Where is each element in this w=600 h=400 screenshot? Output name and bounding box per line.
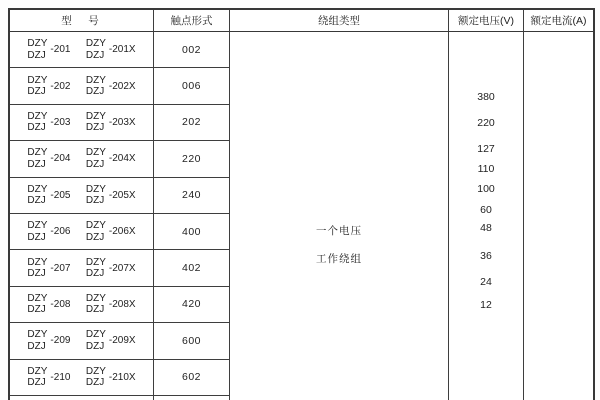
model-prefix-bottom: DZJ	[27, 195, 46, 207]
model-suffix: -203X	[108, 116, 136, 128]
model-suffix: -210X	[108, 371, 136, 383]
model-variant	[86, 220, 136, 243]
model-suffix: -206X	[108, 226, 136, 238]
header-rated-current: 额定电流(A)	[524, 10, 593, 32]
model-cell	[10, 287, 154, 323]
model-prefix-top: DZY	[27, 38, 48, 50]
partial-row-model-cell	[10, 396, 154, 400]
model-prefix-stack	[86, 257, 106, 280]
winding-type-line: 工作绕组	[316, 253, 362, 265]
header-contact-form: 触点形式	[154, 10, 230, 32]
contact-form-cell: 602	[154, 360, 230, 396]
model-cell	[10, 323, 154, 359]
partial-row-contact-cell	[154, 396, 230, 400]
model-variant	[27, 38, 70, 61]
model-suffix: -201	[50, 44, 71, 56]
model-prefix-top: DZY	[27, 292, 48, 304]
model-prefix-stack	[27, 147, 47, 170]
contact-form-cell: 220	[154, 141, 230, 177]
voltage-value: 127	[477, 143, 495, 155]
voltage-value: 60	[480, 204, 492, 216]
model-prefix-bottom: DZJ	[27, 231, 46, 243]
model-cell	[10, 178, 154, 214]
voltage-value: 36	[480, 250, 492, 262]
model-prefix-bottom: DZJ	[85, 158, 105, 170]
model-suffix: -204	[50, 153, 71, 165]
model-suffix: -204X	[108, 153, 136, 165]
model-suffix: -207X	[108, 262, 136, 274]
model-suffix: -209	[50, 335, 71, 347]
model-prefix-top: DZY	[85, 292, 106, 304]
model-prefix-bottom: DZJ	[27, 340, 46, 352]
model-prefix-stack	[86, 75, 106, 98]
model-suffix: -205X	[108, 189, 136, 201]
model-prefix-bottom: DZJ	[27, 86, 46, 98]
model-prefix-stack	[86, 329, 106, 352]
model-prefix-top: DZY	[27, 256, 48, 268]
model-variant	[86, 75, 136, 98]
voltage-value: 12	[480, 299, 492, 311]
model-prefix-stack	[27, 220, 47, 243]
model-prefix-bottom: DZJ	[27, 268, 46, 280]
model-suffix: -207	[50, 262, 71, 274]
model-prefix-top: DZY	[85, 256, 106, 268]
contact-form-cell: 002	[154, 32, 230, 68]
model-prefix-bottom: DZJ	[85, 49, 105, 61]
model-cell	[10, 360, 154, 396]
model-prefix-stack	[86, 220, 106, 243]
model-prefix-top: DZY	[85, 220, 106, 232]
contact-form-cell: 600	[154, 323, 230, 359]
relay-spec-table	[8, 8, 595, 400]
header-winding-type: 绕组类型	[230, 10, 449, 32]
model-suffix: -208X	[108, 298, 136, 310]
model-variant	[27, 147, 70, 170]
model-suffix: -203	[50, 116, 71, 128]
model-prefix-top: DZY	[27, 220, 48, 232]
model-prefix-bottom: DZJ	[27, 304, 46, 316]
model-suffix: -206	[50, 226, 71, 238]
contact-form-cell: 240	[154, 178, 230, 214]
model-variant	[86, 257, 136, 280]
model-variant	[86, 38, 136, 61]
model-variant	[86, 329, 136, 352]
model-variant	[86, 366, 136, 389]
model-prefix-top: DZY	[85, 147, 106, 159]
winding-type-line: 一个电压	[316, 225, 362, 237]
model-cell	[10, 214, 154, 250]
model-variant	[86, 147, 136, 170]
model-prefix-stack	[27, 111, 47, 134]
voltage-value: 220	[477, 117, 495, 129]
model-prefix-top: DZY	[27, 183, 48, 195]
model-prefix-top: DZY	[27, 329, 48, 341]
model-prefix-top: DZY	[27, 74, 48, 86]
model-suffix: -202	[50, 80, 71, 92]
model-prefix-bottom: DZJ	[85, 122, 105, 134]
model-variant	[86, 184, 136, 207]
model-prefix-top: DZY	[85, 74, 106, 86]
model-variant	[27, 220, 70, 243]
model-prefix-stack	[27, 257, 47, 280]
model-prefix-bottom: DZJ	[85, 304, 105, 316]
model-prefix-top: DZY	[27, 147, 48, 159]
model-prefix-stack	[27, 329, 47, 352]
rated-voltage-cell	[449, 32, 524, 400]
model-prefix-bottom: DZJ	[85, 340, 105, 352]
model-prefix-stack	[27, 293, 47, 316]
model-suffix: -209X	[108, 335, 136, 347]
rated-current-cell	[524, 32, 593, 400]
model-suffix: -210	[50, 371, 71, 383]
model-prefix-stack	[27, 38, 47, 61]
contact-form-cell: 006	[154, 68, 230, 104]
model-prefix-bottom: DZJ	[27, 377, 46, 389]
model-variant	[86, 111, 136, 134]
voltage-value: 380	[477, 91, 495, 103]
model-variant	[27, 293, 70, 316]
model-suffix: -205	[50, 189, 71, 201]
voltage-value: 24	[480, 276, 492, 288]
voltage-value: 100	[477, 183, 495, 195]
voltage-value: 48	[480, 222, 492, 234]
model-cell	[10, 250, 154, 286]
model-prefix-top: DZY	[85, 183, 106, 195]
contact-form-cell: 420	[154, 287, 230, 323]
model-prefix-top: DZY	[85, 329, 106, 341]
model-variant	[86, 293, 136, 316]
header-model: 型 号	[10, 10, 154, 32]
model-prefix-stack	[86, 184, 106, 207]
model-prefix-stack	[86, 293, 106, 316]
model-prefix-top: DZY	[27, 365, 48, 377]
model-cell	[10, 32, 154, 68]
model-prefix-bottom: DZJ	[85, 268, 105, 280]
model-prefix-bottom: DZJ	[85, 231, 105, 243]
model-prefix-stack	[86, 366, 106, 389]
model-prefix-bottom: DZJ	[27, 49, 46, 61]
model-prefix-bottom: DZJ	[27, 122, 46, 134]
winding-type-cell	[230, 32, 449, 400]
model-cell	[10, 68, 154, 104]
model-variant	[27, 184, 70, 207]
contact-form-cell: 202	[154, 105, 230, 141]
model-suffix: -208	[50, 298, 71, 310]
model-prefix-bottom: DZJ	[85, 195, 105, 207]
model-prefix-bottom: DZJ	[27, 158, 46, 170]
model-prefix-bottom: DZJ	[85, 86, 105, 98]
model-prefix-stack	[27, 75, 47, 98]
model-variant	[27, 366, 70, 389]
model-suffix: -202X	[108, 80, 136, 92]
model-prefix-top: DZY	[85, 38, 106, 50]
model-prefix-top: DZY	[27, 110, 48, 122]
contact-form-cell: 402	[154, 250, 230, 286]
model-variant	[27, 329, 70, 352]
model-prefix-top: DZY	[85, 365, 106, 377]
model-cell	[10, 141, 154, 177]
contact-form-cell: 400	[154, 214, 230, 250]
model-variant	[27, 111, 70, 134]
model-prefix-stack	[27, 366, 47, 389]
model-cell	[10, 105, 154, 141]
model-prefix-top: DZY	[85, 110, 106, 122]
model-variant	[27, 257, 70, 280]
model-prefix-stack	[27, 184, 47, 207]
model-prefix-stack	[86, 111, 106, 134]
model-prefix-bottom: DZJ	[85, 377, 105, 389]
model-variant	[27, 75, 70, 98]
voltage-value: 110	[477, 163, 495, 175]
model-prefix-stack	[86, 147, 106, 170]
model-suffix: -201X	[108, 44, 136, 56]
header-rated-voltage: 额定电压(V)	[449, 10, 524, 32]
model-prefix-stack	[86, 38, 106, 61]
